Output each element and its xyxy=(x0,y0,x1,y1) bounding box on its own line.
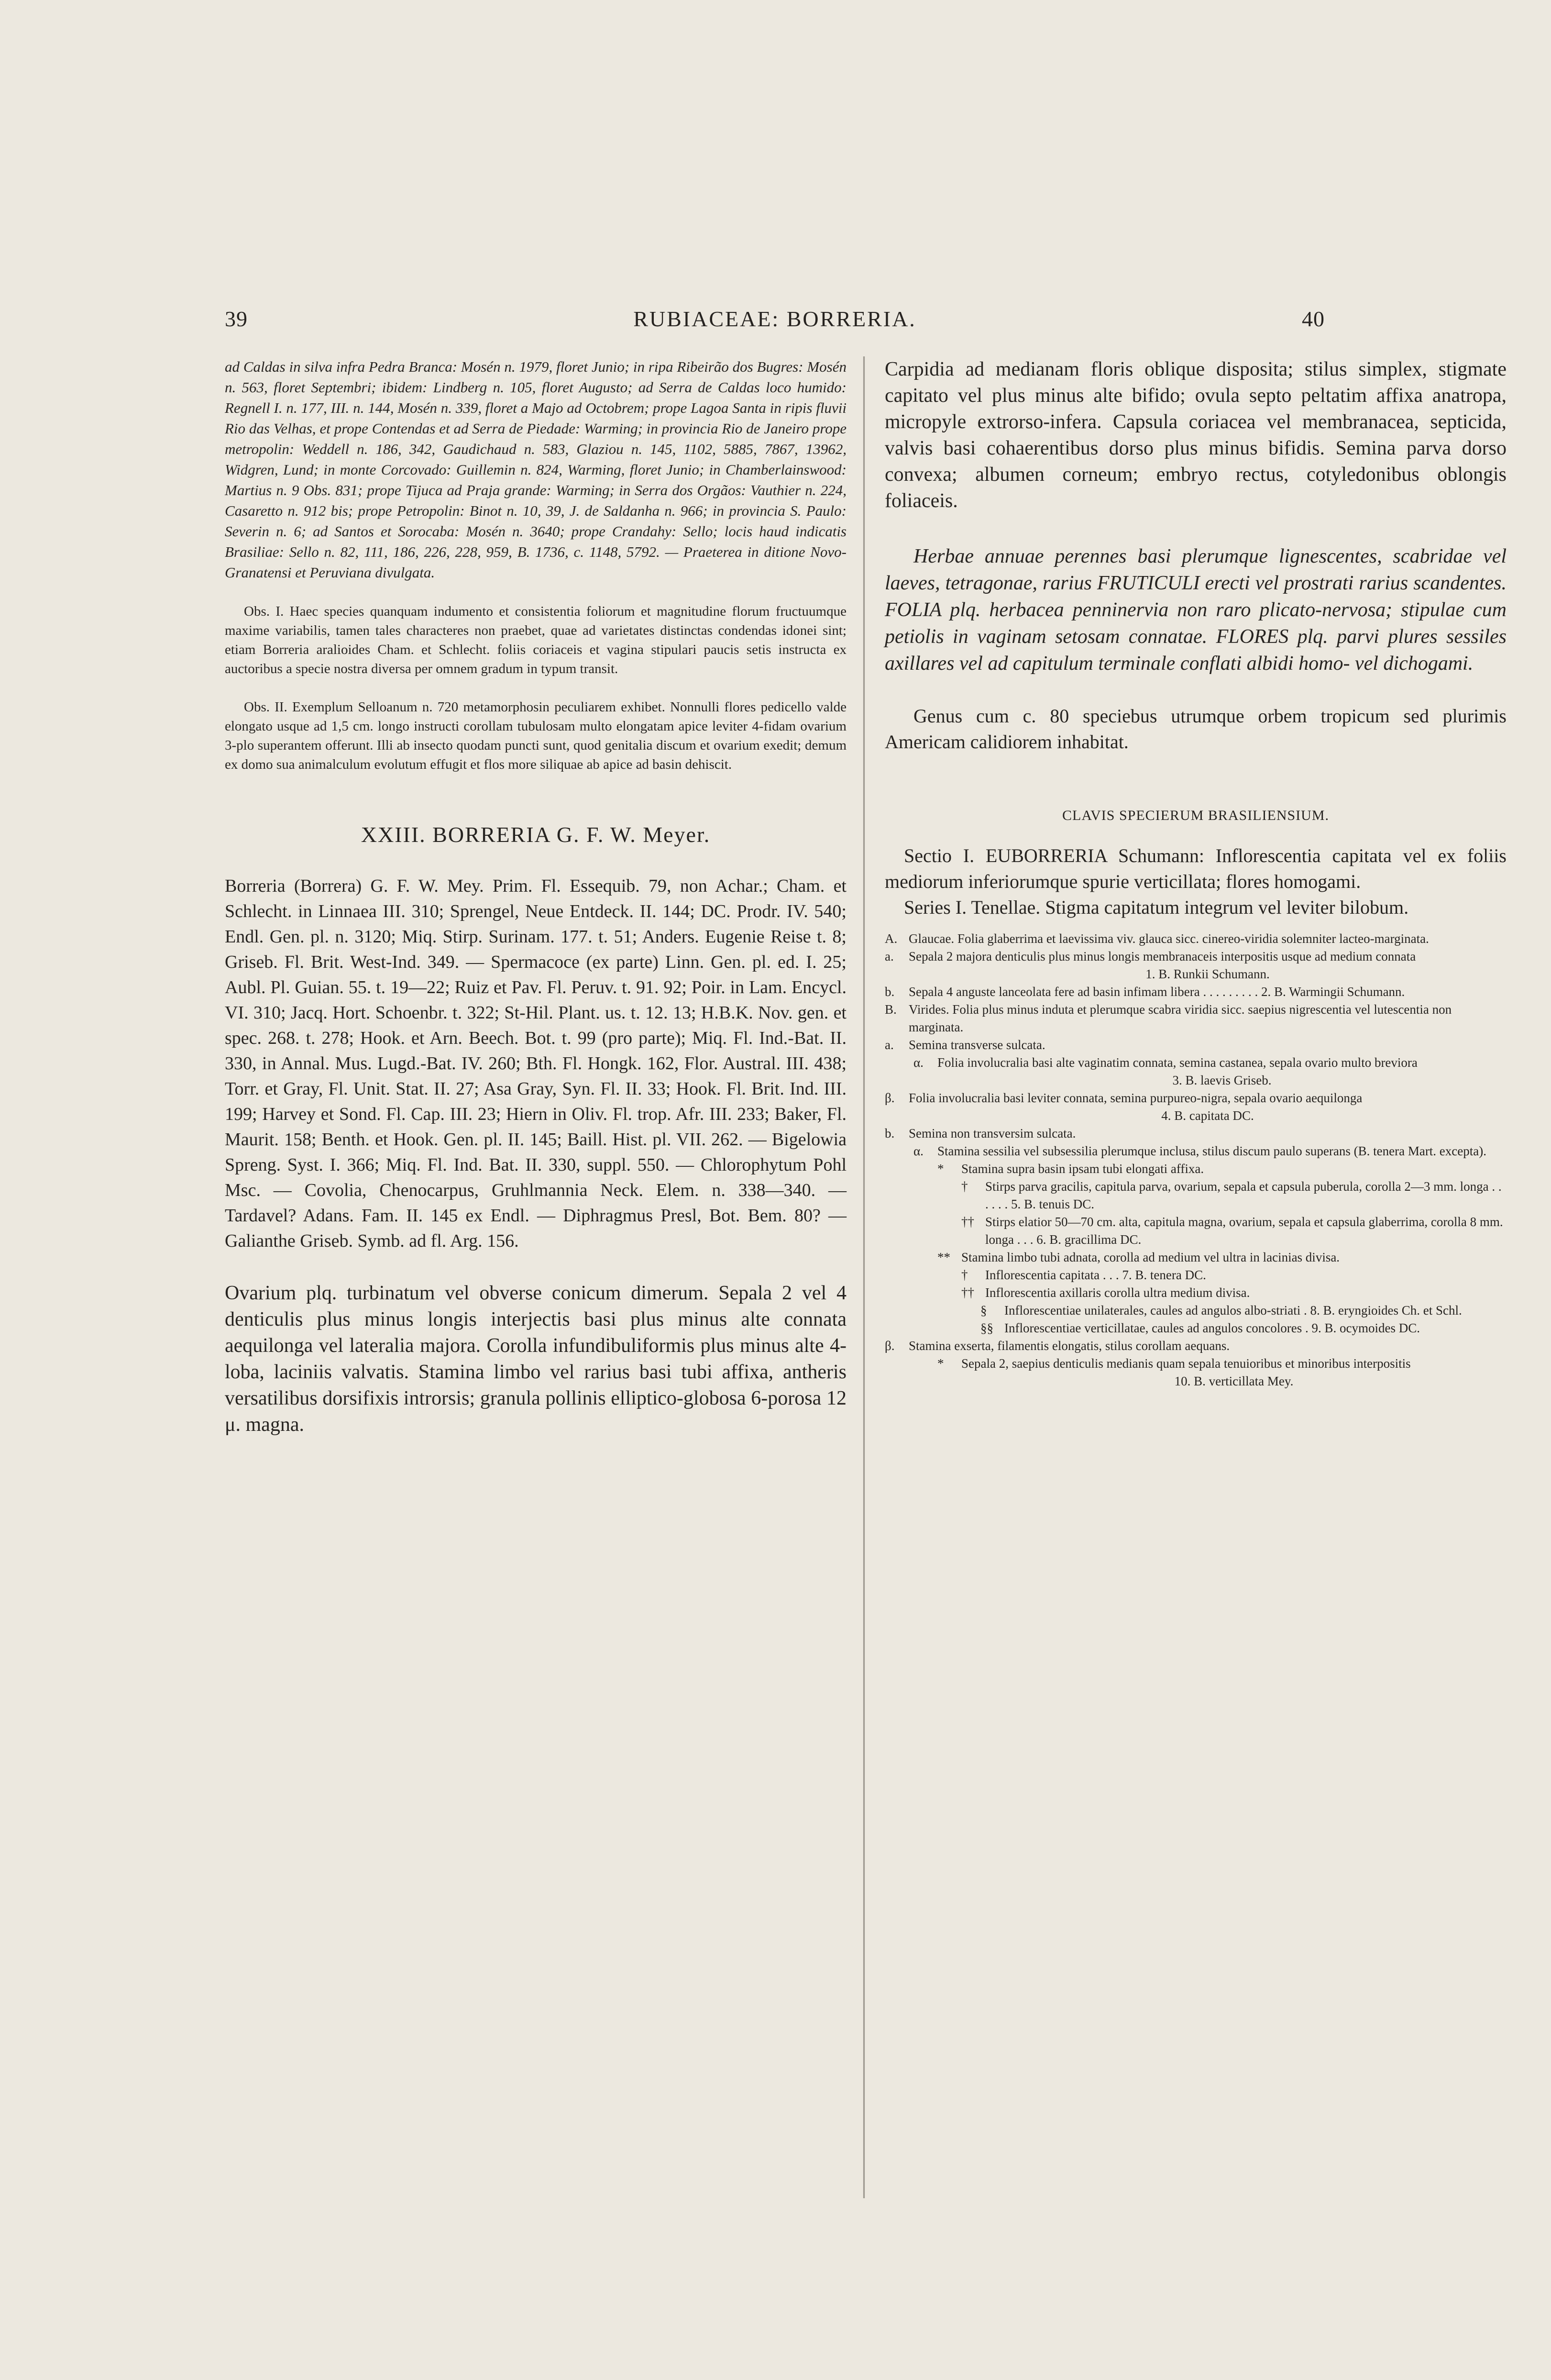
observation-1: Obs. I. Haec species quanquam indumento et consistentia foliorum et magnitudine florum fructuumque maxime variabilis, tamen tales characteres non praebet, quae ad varietates distinctas condendas idonei sint; etiam Borreria aralioides Cham. et Schlecht. foliis coriaceis et vagina stipulari paucis setis instructa ex auctoribus a specie nostra diversa per omnem gradum in typum transit. xyxy=(225,604,847,676)
key-text: Stamina sessilia vel subsessilia plerumque inclusa, stilus discum paulo superans (B. tenera Mart. excepta). xyxy=(937,1144,1486,1158)
key-text: Inflorescentiae unilaterales, caules ad angulos albo-striati . 8. B. eryngioides Ch. et Schl. xyxy=(1004,1303,1462,1317)
key-line xyxy=(885,1107,1507,1125)
key-line xyxy=(885,1072,1507,1089)
key-text: Inflorescentiae verticillatae, caules ad angulos concolores . 9. B. ocymoides DC. xyxy=(1004,1321,1420,1335)
genus-heading: XXIII. BORRERIA G. F. W. Meyer. xyxy=(361,822,711,847)
key-label: † xyxy=(961,1179,968,1194)
key-label: † xyxy=(961,1268,968,1282)
column-divider xyxy=(863,356,866,2198)
genus-bibliography: Borreria (Borrera) G. F. W. Mey. Prim. Fl. Essequib. 79, non Achar.; Cham. et Schlecht. in Linnaea III. 310; Sprengel, Neue Entdeck. II. 144; DC. Prodr. IV. 540; Endl. Gen. pl. n. 3120; Miq. Stirp. Surinam. 177. t. 51; Anders. Eugenie Reise t. 8; Griseb. Fl. Brit. West-Ind. 349. — Spermacoce (ex parte) Linn. Gen. pl. ed. I. 25; Aubl. Pl. Guian. 55. t. 19—22; Ruiz et Pav. Fl. Peruv. t. 91. 92; Poir. in Lam. Encycl. VI. 310; Jacq. Hort. Schoenbr. t. 322; St-Hil. Plant. us. t. 12. 13; H.B.K. Nov. gen. et spec. 268. t. 278; Hook. et Arn. Beech. Bot. t. 99 (pro parte); Miq. Fl. Ind.-Bat. II. 330, in Annal. Mus. Lugd.-Bat. IV. 260; Bth. Fl. Hongk. 162, Flor. Austral. III. 438; Torr. et Gray, Fl. Unit. Stat. II. 27; Asa Gray, Syn. Fl. II. 33; Hook. Fl. Brit. Ind. III. 199; Harvey et Sond. Fl. Cap. III. 23; Hiern in Oliv. Fl. trop. Afr. III. 233; Baker, Fl. Maurit. 158; Benth. et Hook. Gen. pl. II. 145; Baill. Hist. pl. VII. 262. — Bigelowia Spreng. Syst. I. 366; Miq. Fl. Ind. Bat. II. 330, suppl. 550. — Chlorophytum Pohl Msc. — Covolia, Chenocarpus, Gruhlmannia Neck. Elem. n. 338—340. — Tardavel? Adans. Fam. II. 145 ex Endl. — Diphragmus Presl, Bot. Bem. 80? — Galianthe Griseb. Symb. ad fl. Arg. 156. xyxy=(225,876,847,1251)
key-text: Semina transverse sulcata. xyxy=(909,1038,1045,1052)
key-species-result: 4. B. capitata DC. xyxy=(1161,1108,1254,1123)
left-column xyxy=(225,356,847,1438)
key-text: Folia involucralia basi leviter connata, semina purpureo-nigra, sepala ovario aequilonga xyxy=(909,1091,1363,1105)
key-label: §§ xyxy=(980,1321,993,1335)
key-line xyxy=(885,1249,1507,1266)
key-line xyxy=(885,1125,1507,1142)
species-key xyxy=(885,930,1507,1390)
key-label: α. xyxy=(913,1055,924,1070)
key-species-result: 3. B. laevis Griseb. xyxy=(1172,1073,1272,1087)
key-label: β. xyxy=(885,1091,895,1105)
key-text: Virides. Folia plus minus induta et plerumque scabra viridia sicc. saepius nigrescentia vel lutescentia non marginata. xyxy=(909,1002,1452,1034)
key-line xyxy=(885,930,1507,948)
right-column xyxy=(885,356,1507,1390)
key-label: α. xyxy=(913,1144,924,1158)
key-text: Sepala 4 anguste lanceolata fere ad basin infimam libera . . . . . . . . . 2. B. Warmingii Schumann. xyxy=(909,985,1405,999)
key-text: Stirps elatior 50—70 cm. alta, capitula magna, ovarium, sepala et capsula glaberrima, corolla 8 mm. longa . . . 6. B. gracillima DC. xyxy=(985,1215,1503,1247)
series-heading: Series I. Tenellae. Stigma capitatum integrum vel leviter bilobum. xyxy=(904,897,1409,918)
key-text: Glaucae. Folia glaberrima et laevissima viv. glauca sicc. cinereo-viridia solemniter lacteo-marginata. xyxy=(909,931,1429,946)
page-number-right: 40 xyxy=(1302,307,1325,331)
key-line xyxy=(885,1284,1507,1302)
key-species-result: 1. B. Runkii Schumann. xyxy=(1145,967,1270,981)
key-text: Stamina exserta, filamentis elongatis, stilus corollam aequans. xyxy=(909,1339,1230,1353)
genus-distribution: Genus cum c. 80 speciebus utrumque orbem tropicum sed plurimis Americam calidiorem inhabitat. xyxy=(885,705,1507,753)
page-number-left: 39 xyxy=(225,307,248,331)
key-line xyxy=(885,1178,1507,1213)
key-label: § xyxy=(980,1303,987,1317)
running-title: RUBIACEAE: BORRERIA. xyxy=(633,307,916,331)
key-line xyxy=(885,1054,1507,1072)
key-text: Folia involucralia basi alte vaginatim connata, semina castanea, sepala ovario multo breviora xyxy=(937,1055,1418,1070)
key-line xyxy=(885,1142,1507,1160)
key-text: Stirps parva gracilis, capitula parva, ovarium, sepala et capsula puberula, corolla 2—3 mm. longa . . . . . . 5. B. tenuis DC. xyxy=(985,1179,1502,1211)
key-text: Sepala 2 majora denticulis plus minus longis membranaceis interpositis usque ad medium connata xyxy=(909,949,1416,963)
key-line xyxy=(885,1266,1507,1284)
key-line xyxy=(885,1373,1507,1390)
key-line xyxy=(885,1355,1507,1373)
key-label: b. xyxy=(885,1126,895,1140)
key-label: A. xyxy=(885,931,898,946)
ovarium-description: Ovarium plq. turbinatum vel obverse conicum dimerum. Sepala 2 vel 4 denticulis plus minus longis interjectis basi plus minus alte connata aequilonga vel lateralia majora. Corolla infundibuliformis plus minus alte 4-loba, laciniis valvatis. Stamina limbo vel rarius basi tubi affixa, antheris versatilibus dorsifixis introrsis; granula pollinis elliptico-globosa 6-porosa 12 μ. magna. xyxy=(225,1282,847,1436)
observation-2: Obs. II. Exemplum Selloanum n. 720 metamorphosin peculiarem exhibet. Nonnulli flores pedicello valde elongato usque ad 1,5 cm. longo instructi corollam tubulosam multo elongatam apice leviter 4-fidam ovarium 3-plo superantem offerunt. Illi ab insecto quodam puncti sunt, quod genitalia discum et ovarium exedit; demum ex domo sua animalculum evolutum effugit et flos more siliquae ab apice ad basin dehiscit. xyxy=(225,699,847,772)
key-label: a. xyxy=(885,949,894,963)
key-line xyxy=(885,1160,1507,1178)
key-species-result: 10. B. verticillata Mey. xyxy=(1174,1374,1294,1388)
key-text: Inflorescentia capitata . . . 7. B. tenera DC. xyxy=(985,1268,1206,1282)
key-label: β. xyxy=(885,1339,895,1353)
carpidia-description: Carpidia ad medianam floris oblique disposita; stilus simplex, stigmate capitato vel plus minus alte bifido; ovula septo peltatim affixa anatropa, micropyle extrorso-infera. Capsula coriacea vel membranacea, septicida, valvis basi cohaerentibus dorso plus minus bifidis. Semina parva dorso convexa; albumen corneum; embryo rectus, cotyledonibus oblongis foliaceis. xyxy=(885,358,1507,512)
sectio-heading: Sectio I. EUBORRERIA Schumann: Inflorescentia capitata vel ex foliis mediorum inferiorumque spurie verticillata; flores homogami. xyxy=(885,845,1507,892)
key-label: * xyxy=(937,1356,944,1371)
key-line xyxy=(885,1302,1507,1319)
key-label: B. xyxy=(885,1002,897,1017)
key-line xyxy=(885,1319,1507,1337)
key-line xyxy=(885,1036,1507,1054)
key-text: Inflorescentia axillaris corolla ultra medium divisa. xyxy=(985,1285,1250,1300)
key-label: †† xyxy=(961,1215,974,1229)
key-label: b. xyxy=(885,985,895,999)
key-line xyxy=(885,1213,1507,1249)
key-heading: CLAVIS SPECIERUM BRASILIENSIUM. xyxy=(1062,808,1330,823)
key-line xyxy=(885,1001,1507,1036)
key-label: * xyxy=(937,1162,944,1176)
habit-description: Herbae annuae perennes basi plerumque lignescentes, scabridae vel laeves, tetragonae, rarius FRUTICULI erecti vel prostrati rarius scandentes. FOLIA plq. herbacea penninervia non raro plicato-nervosa; stipulae cum petiolis in vaginam setosam connatae. FLORES plq. parvi plures sessiles axillares vel ad capitulum terminale conflati albidi homo- vel dichogami. xyxy=(885,545,1507,675)
specimen-list: ad Caldas in silva infra Pedra Branca: Mosén n. 1979, floret Junio; in ripa Ribeirão dos Bugres: Mosén n. 563, floret Septembri; ibidem: Lindberg n. 105, floret Augusto; ad Serra de Caldas loco humido: Regnell I. n. 177, III. n. 144, Mosén n. 339, floret a Majo ad Octobrem; prope Lagoa Santa in ripis fluvii Rio das Velhas, et prope Contendas et ad Serra de Piedade: Warming; in provincia Rio de Janeiro prope metropolin: Weddell n. 186, 342, Gaudichaud n. 583, Glaziou n. 145, 1102, 5885, 7867, 13962, Widgren, Lund; in monte Corcovado: Guillemin n. 824, Warming, floret Junio; in Chamberlainswood: Martius n. 9 Obs. 831; prope Tijuca ad Praja grande: Warming; in Serra dos Orgãos: Vauthier n. 224, Casaretto n. 912 bis; prope Petropolin: Binot n. 10, 39, J. de Saldanha n. 966; in provincia S. Paulo: Severin n. 6; ad Santos et Sorocaba: Mosén n. 3640; prope Crandahy: Sello; locis haud indicatis Brasiliae: Sello n. 82, 111, 186, 226, 228, 959, B. 1736, c. 1148, 5792. — Praeterea in ditione Novo-Granatensi et Peruviana divulgata. xyxy=(225,358,847,581)
key-line xyxy=(885,948,1507,965)
key-line xyxy=(885,983,1507,1001)
key-text: Stamina limbo tubi adnata, corolla ad medium vel ultra in lacinias divisa. xyxy=(961,1250,1340,1264)
key-label: ** xyxy=(937,1250,950,1264)
key-line xyxy=(885,965,1507,983)
key-label: a. xyxy=(885,1038,894,1052)
key-line xyxy=(885,1089,1507,1107)
key-text: Sepala 2, saepius denticulis medianis quam sepala tenuioribus et minoribus interpositis xyxy=(961,1356,1411,1371)
running-header xyxy=(225,306,1325,344)
key-label: †† xyxy=(961,1285,974,1300)
key-text: Semina non transversim sulcata. xyxy=(909,1126,1076,1140)
key-line xyxy=(885,1337,1507,1355)
key-text: Stamina supra basin ipsam tubi elongati affixa. xyxy=(961,1162,1204,1176)
